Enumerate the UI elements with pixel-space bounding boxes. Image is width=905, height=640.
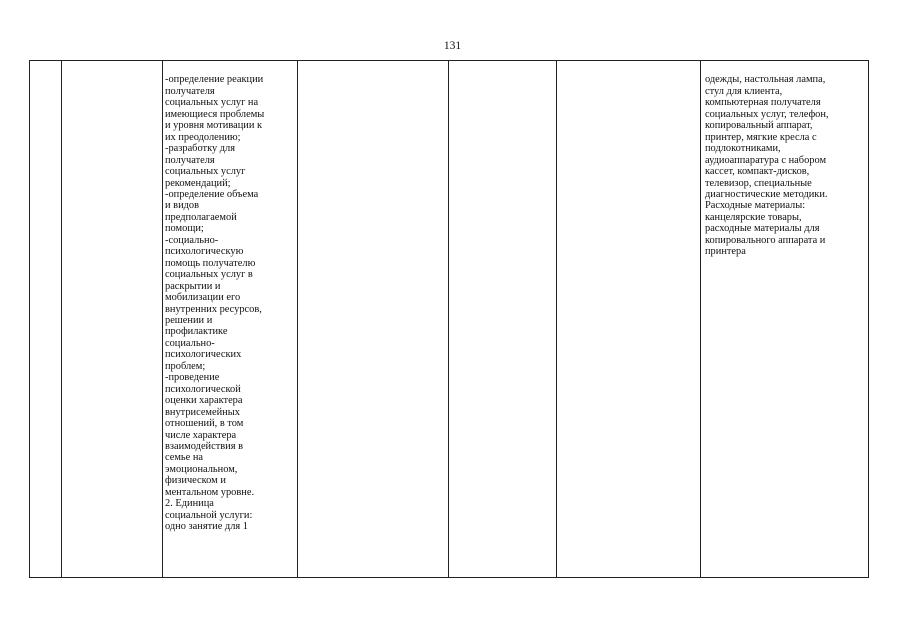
cell-text bbox=[30, 72, 61, 74]
cell-text bbox=[449, 72, 556, 74]
table-cell-number bbox=[30, 61, 62, 578]
table-cell-service-description bbox=[163, 61, 298, 578]
services-table bbox=[29, 60, 869, 578]
table-row bbox=[30, 61, 869, 578]
table-cell-col6 bbox=[557, 61, 701, 578]
cell-text bbox=[298, 72, 448, 74]
cell-text bbox=[62, 72, 162, 74]
cell-text bbox=[557, 72, 700, 74]
page-number: 131 bbox=[443, 40, 462, 52]
cell-text: -определение реакции получателя социальных услуг на имеющиеся проблемы и уровня мотивации к их преодолению; -разработку для получателя социальных услуг рекомендаций; -определение объема и видов предполагаемой помощи; -социально- психологическую помощь получателю социальных услуг в раскрытии и мобилизации его внутренних ресурсов, решении и профилактике социально- психологических проблем; -проведение психологической оценки характера внутрисемейных отношений, в том числе характера взаимодействия в семье на эмоциональном, физическом и ментальном уровне. 2. Единица социальной услуги: одно занятие для 1 bbox=[165, 74, 265, 533]
table-cell-col5 bbox=[449, 61, 557, 578]
table-cell-col4 bbox=[298, 61, 449, 578]
table-cell-service-name bbox=[62, 61, 163, 578]
table-cell-equipment bbox=[701, 61, 869, 578]
cell-text: одежды, настольная лампа, стул для клиента, компьютерная получателя социальных услуг, телефон, копировальный аппарат, принтер, мягкие кресла с подлокотниками, аудиоаппаратура с набором кассет, компакт-дисков, телевизор, специальные диагностические методики. Расходные материалы: канцелярские товары, расходные материалы для копировального аппарата и принтера bbox=[705, 74, 829, 258]
